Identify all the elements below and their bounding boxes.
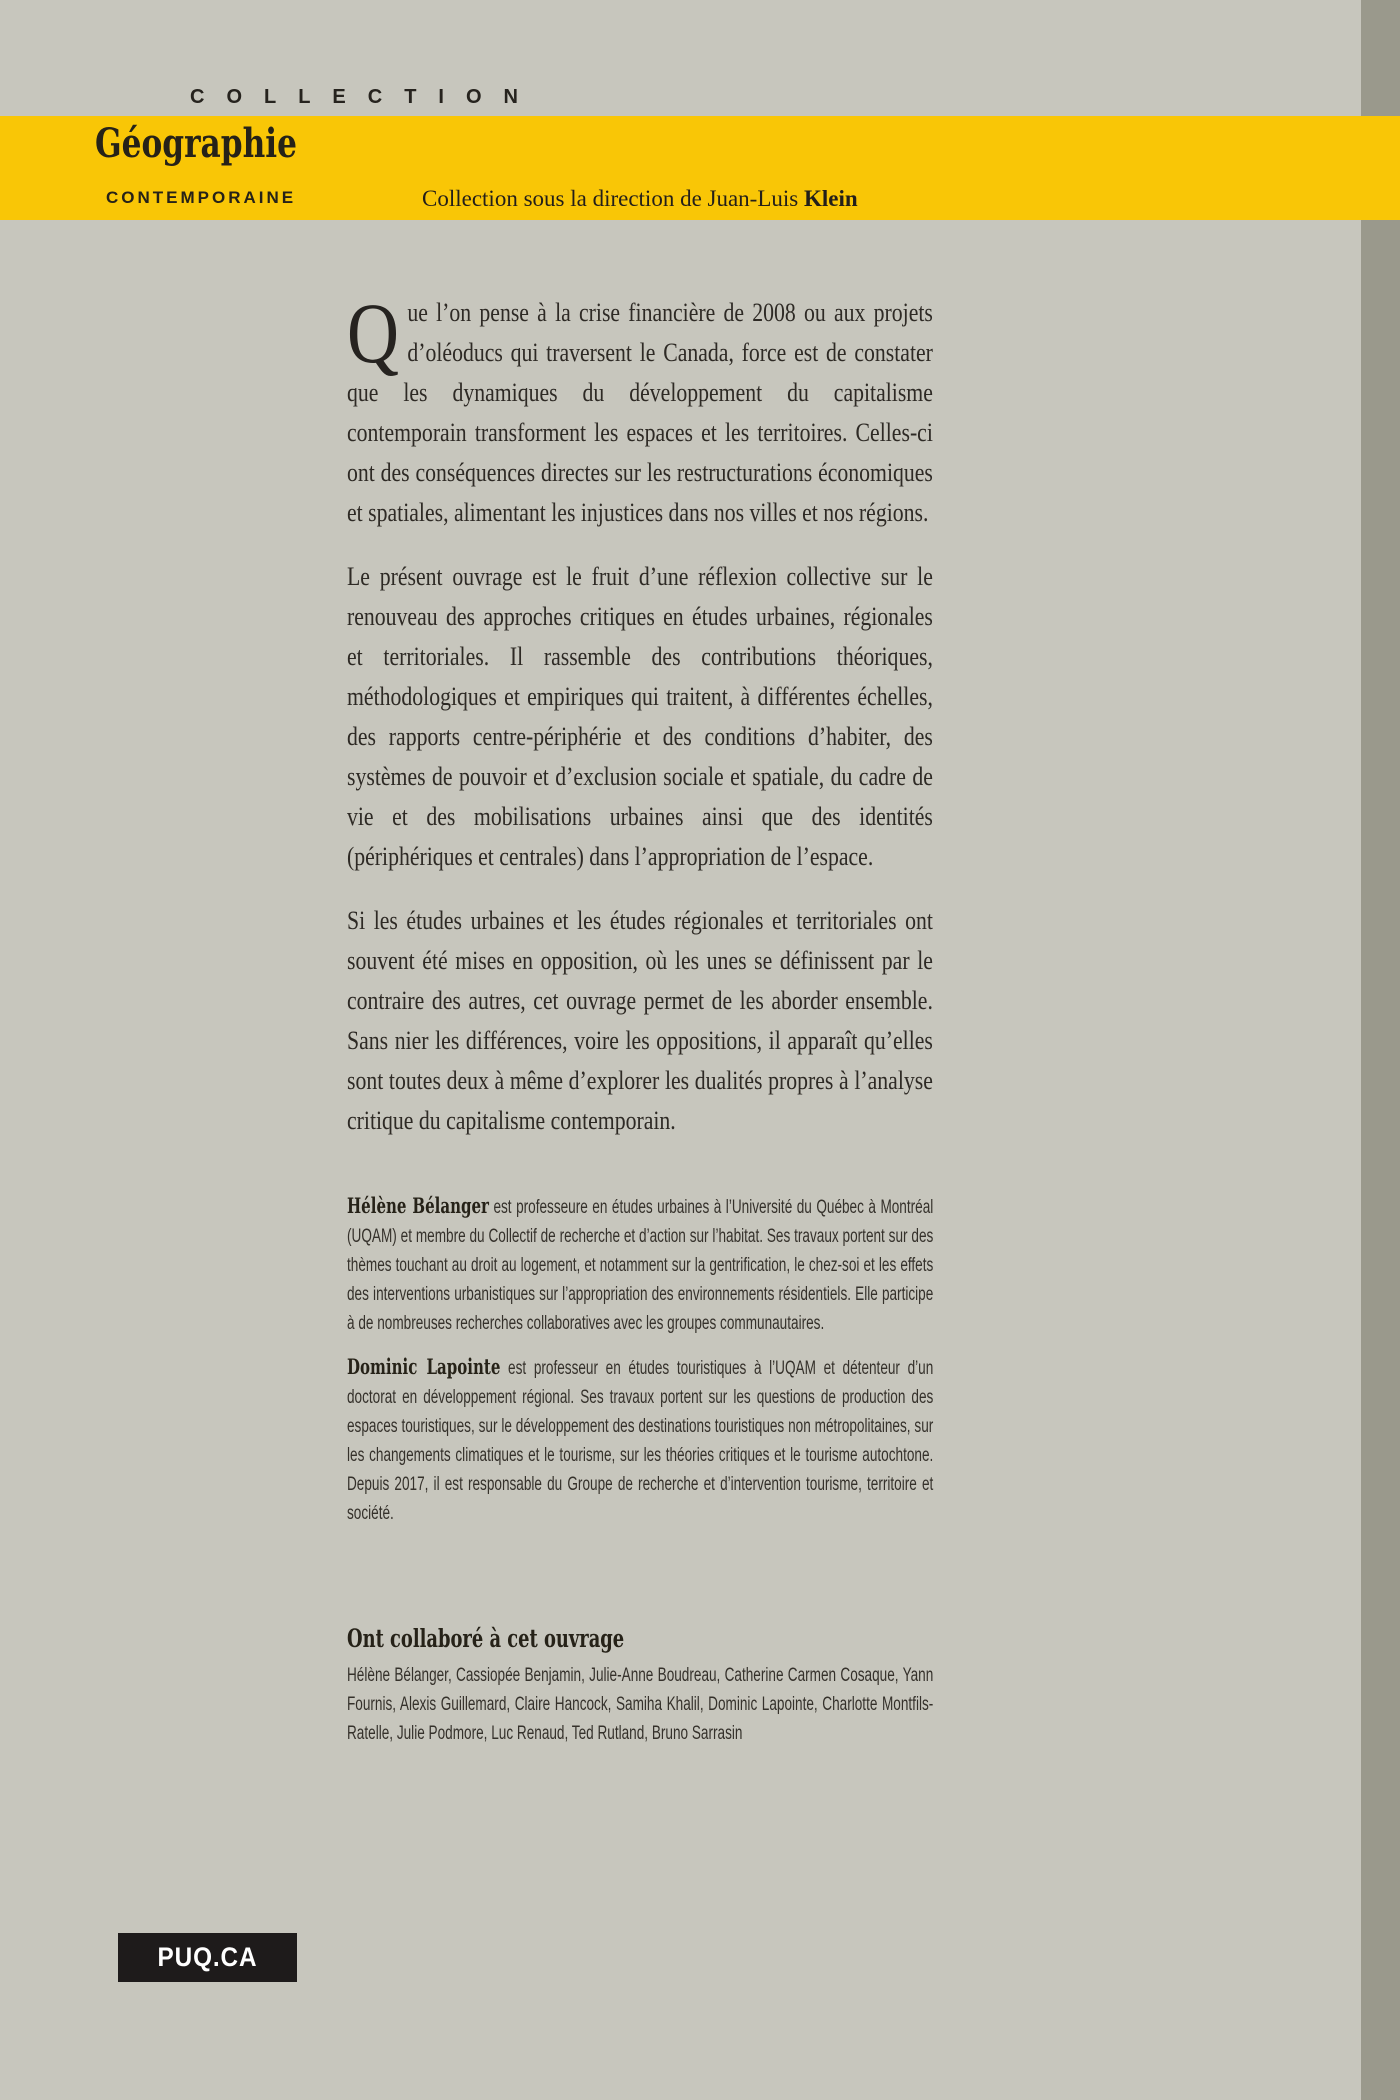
author-bio-text-belanger: est professeure en études urbaines à l’Université du Québec à Montréal (UQAM) et membre du Collectif de recherche et d’action sur l’habitat. Ses travaux portent sur des thèmes touchant au droit au logement, et notamment sur la gentrification, le chez-soi et les effets des interventions urbanistiques sur l’appropriation des environnements résidentiels. Elle participe à de nombreuses recherches collaboratives avec les groupes communautaires.	[347, 1197, 934, 1334]
dropcap-letter: Q	[347, 285, 399, 381]
contributors-names: Hélène Bélanger, Cassiopée Benjamin, Julie-Anne Boudreau, Catherine Carmen Cosaque, Yann Fournis, Alexis Guillemard, Claire Hancock, Samiha Khalil, Dominic Lapointe, Charlotte Montfils-Ratelle, Julie Podmore, Luc Renaud, Ted Rutland, Bruno Sarrasin	[347, 1665, 934, 1744]
author-bio-text-lapointe: est professeur en études touristiques à l’UQAM et détenteur d’un doctorat en développement régional. Ses travaux portent sur les questions de production des espaces touristiques, sur le développement des destinations touristiques non métropolitaines, sur les changements climatiques et le tourisme, sur les théories critiques et le tourisme autochtone. Depuis 2017, il est responsable du Groupe de recherche et d’intervention tourisme, territoire et société.	[347, 1358, 934, 1524]
body-paragraph-2: Le présent ouvrage est le fruit d’une réflexion collective sur le renouveau des approches critiques en études urbaines, régionales et territoriales. Il rassemble des contributions théoriques, méthodologiques et empiriques qui traitent, à différentes échelles, des rapports centre-périphérie et des conditions d’habiter, des systèmes de pouvoir et d’exclusion sociale et spatiale, du cadre de vie et des mobilisations urbaines ainsi que des identités (périphériques et centrales) dans l’appropriation de l’espace.	[347, 562, 933, 871]
series-direction	[422, 186, 858, 212]
series-subtitle: CONTEMPORAINE	[106, 188, 297, 207]
intro-paragraph-text: ue l’on pense à la crise financière de 2008 ou aux projets d’oléoducs qui traversent le Canada, force est de constater que les dynamiques du développement du capitalisme contemporain transforment les espaces et les territoires. Celles-ci ont des conséquences directes sur les restructurations économiques et spatiales, alimentant les injustices dans nos villes et nos régions.	[347, 298, 933, 527]
spine-strip	[1361, 0, 1400, 2100]
body-paragraph-3: Si les études urbaines et les études régionales et territoriales ont souvent été mises en opposition, où les unes se définissent par le contraire des autres, cet ouvrage permet de les aborder ensemble. Sans nier les différences, voire les oppositions, il apparaît qu’elles sont toutes deux à même d’explorer les dualités propres à l’analyse critique du capitalisme contemporain.	[347, 906, 933, 1135]
synopsis-section	[347, 285, 933, 1141]
collection-label: COLLECTION	[190, 86, 540, 108]
publisher-url: PUQ.CA	[157, 1942, 258, 1972]
contributors-section	[347, 1624, 933, 1748]
author-name-belanger: Hélène Bélanger	[347, 1193, 489, 1218]
authors-section	[347, 1191, 933, 1748]
direction-editor-name: Klein	[803, 186, 858, 211]
publisher-url-box	[118, 1933, 297, 1982]
series-title: Géographie	[95, 120, 297, 167]
direction-text: Collection sous la direction de Juan-Luis	[422, 186, 804, 211]
contributors-heading: Ont collaboré à cet ouvrage	[347, 1624, 625, 1653]
series-banner	[0, 116, 1400, 220]
author-bio-lapointe	[347, 1352, 933, 1528]
author-name-lapointe: Dominic Lapointe	[347, 1354, 501, 1379]
author-bio-belanger	[347, 1191, 933, 1338]
content-column	[347, 285, 934, 1748]
intro-paragraph	[347, 285, 933, 533]
